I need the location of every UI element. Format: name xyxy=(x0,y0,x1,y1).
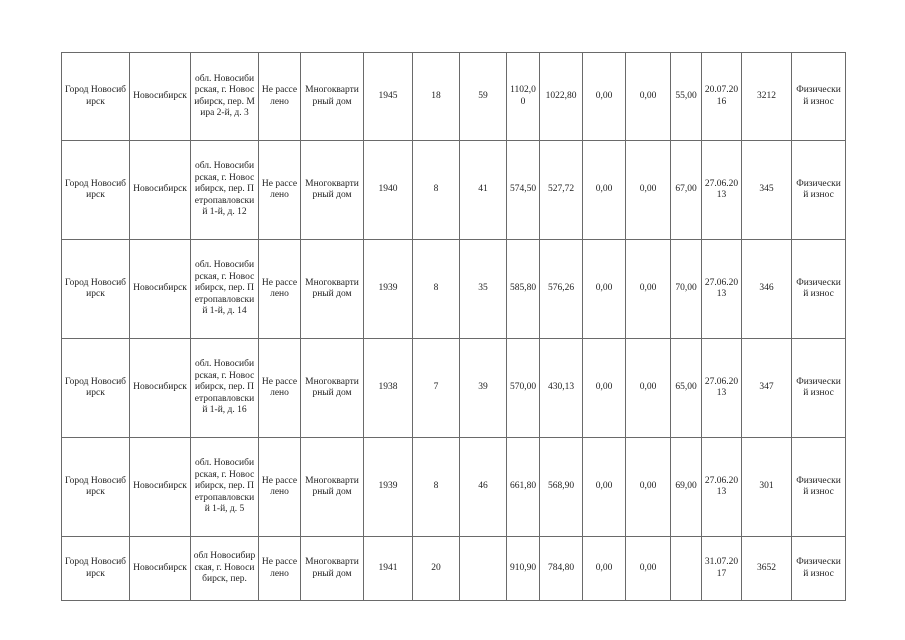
value-cell: 0,00 xyxy=(626,438,671,537)
value-cell: 0,00 xyxy=(583,438,626,537)
reason-cell: Физический износ xyxy=(792,141,846,240)
address-cell: обл. Новосибирская, г. Новосибирск, пер. Петропавловский 1-й, д. 14 xyxy=(191,240,259,339)
decision-date-cell: 27.06.2013 xyxy=(702,240,742,339)
status-cell: Не расселено xyxy=(259,537,301,601)
year-cell: 1940 xyxy=(364,141,413,240)
table-row xyxy=(62,438,846,537)
wear-percent-cell: 70,00 xyxy=(671,240,702,339)
decision-number-cell: 347 xyxy=(742,339,792,438)
floors-cell: 18 xyxy=(413,53,460,141)
value-cell: 0,00 xyxy=(583,537,626,601)
living-area-cell: 1022,80 xyxy=(540,53,583,141)
city-cell: Город Новосибирск xyxy=(62,537,130,601)
status-cell: Не расселено xyxy=(259,53,301,141)
district-cell: Новосибирск xyxy=(130,53,191,141)
floors-cell: 20 xyxy=(413,537,460,601)
total-area-cell: 585,80 xyxy=(507,240,540,339)
decision-date-cell: 20.07.2016 xyxy=(702,53,742,141)
table-row xyxy=(62,53,846,141)
address-cell: обл. Новосибирская, г. Новосибирск, пер. Мира 2-й, д. 3 xyxy=(191,53,259,141)
district-cell: Новосибирск xyxy=(130,438,191,537)
city-cell: Город Новосибирск xyxy=(62,339,130,438)
decision-date-cell: 27.06.2013 xyxy=(702,438,742,537)
wear-percent-cell: 69,00 xyxy=(671,438,702,537)
address-cell: обл. Новосибирская, г. Новосибирск, пер. Петропавловский 1-й, д. 12 xyxy=(191,141,259,240)
wear-percent-cell: 65,00 xyxy=(671,339,702,438)
housing-table xyxy=(61,52,846,601)
total-area-cell: 574,50 xyxy=(507,141,540,240)
building-type-cell: Многоквартирный дом xyxy=(301,537,364,601)
reason-cell: Физический износ xyxy=(792,438,846,537)
wear-percent-cell: 55,00 xyxy=(671,53,702,141)
reason-cell: Физический износ xyxy=(792,240,846,339)
floors-cell: 7 xyxy=(413,339,460,438)
living-area-cell: 568,90 xyxy=(540,438,583,537)
table-row xyxy=(62,537,846,601)
status-cell: Не расселено xyxy=(259,141,301,240)
address-cell: обл Новосибирская, г. Новосибирск, пер. xyxy=(191,537,259,601)
value-cell: 0,00 xyxy=(583,339,626,438)
total-area-cell: 910,90 xyxy=(507,537,540,601)
status-cell: Не расселено xyxy=(259,339,301,438)
status-cell: Не расселено xyxy=(259,240,301,339)
address-cell: обл. Новосибирская, г. Новосибирск, пер. Петропавловский 1-й, д. 16 xyxy=(191,339,259,438)
decision-date-cell: 31.07.2017 xyxy=(702,537,742,601)
year-cell: 1938 xyxy=(364,339,413,438)
value-cell: 0,00 xyxy=(583,240,626,339)
year-cell: 1939 xyxy=(364,240,413,339)
living-area-cell: 576,26 xyxy=(540,240,583,339)
district-cell: Новосибирск xyxy=(130,240,191,339)
value-cell: 0,00 xyxy=(626,141,671,240)
decision-number-cell: 3652 xyxy=(742,537,792,601)
residents-cell xyxy=(460,537,507,601)
value-cell: 0,00 xyxy=(626,537,671,601)
floors-cell: 8 xyxy=(413,240,460,339)
city-cell: Город Новосибирск xyxy=(62,53,130,141)
living-area-cell: 527,72 xyxy=(540,141,583,240)
district-cell: Новосибирск xyxy=(130,537,191,601)
residents-cell: 46 xyxy=(460,438,507,537)
total-area-cell: 661,80 xyxy=(507,438,540,537)
year-cell: 1945 xyxy=(364,53,413,141)
decision-date-cell: 27.06.2013 xyxy=(702,141,742,240)
living-area-cell: 784,80 xyxy=(540,537,583,601)
city-cell: Город Новосибирск xyxy=(62,240,130,339)
table-row xyxy=(62,339,846,438)
floors-cell: 8 xyxy=(413,141,460,240)
decision-date-cell: 27.06.2013 xyxy=(702,339,742,438)
value-cell: 0,00 xyxy=(626,339,671,438)
total-area-cell: 570,00 xyxy=(507,339,540,438)
decision-number-cell: 345 xyxy=(742,141,792,240)
value-cell: 0,00 xyxy=(583,53,626,141)
value-cell: 0,00 xyxy=(583,141,626,240)
wear-percent-cell xyxy=(671,537,702,601)
status-cell: Не расселено xyxy=(259,438,301,537)
value-cell: 0,00 xyxy=(626,240,671,339)
city-cell: Город Новосибирск xyxy=(62,141,130,240)
building-type-cell: Многоквартирный дом xyxy=(301,339,364,438)
floors-cell: 8 xyxy=(413,438,460,537)
value-cell: 0,00 xyxy=(626,53,671,141)
residents-cell: 35 xyxy=(460,240,507,339)
residents-cell: 41 xyxy=(460,141,507,240)
reason-cell: Физический износ xyxy=(792,339,846,438)
residents-cell: 39 xyxy=(460,339,507,438)
living-area-cell: 430,13 xyxy=(540,339,583,438)
decision-number-cell: 3212 xyxy=(742,53,792,141)
district-cell: Новосибирск xyxy=(130,141,191,240)
table-row xyxy=(62,240,846,339)
building-type-cell: Многоквартирный дом xyxy=(301,438,364,537)
residents-cell: 59 xyxy=(460,53,507,141)
building-type-cell: Многоквартирный дом xyxy=(301,53,364,141)
district-cell: Новосибирск xyxy=(130,339,191,438)
wear-percent-cell: 67,00 xyxy=(671,141,702,240)
year-cell: 1939 xyxy=(364,438,413,537)
total-area-cell: 1102,00 xyxy=(507,53,540,141)
year-cell: 1941 xyxy=(364,537,413,601)
decision-number-cell: 301 xyxy=(742,438,792,537)
decision-number-cell: 346 xyxy=(742,240,792,339)
reason-cell: Физический износ xyxy=(792,537,846,601)
building-type-cell: Многоквартирный дом xyxy=(301,240,364,339)
table-row xyxy=(62,141,846,240)
building-type-cell: Многоквартирный дом xyxy=(301,141,364,240)
city-cell: Город Новосибирск xyxy=(62,438,130,537)
reason-cell: Физический износ xyxy=(792,53,846,141)
address-cell: обл. Новосибирская, г. Новосибирск, пер. Петропавловский 1-й, д. 5 xyxy=(191,438,259,537)
